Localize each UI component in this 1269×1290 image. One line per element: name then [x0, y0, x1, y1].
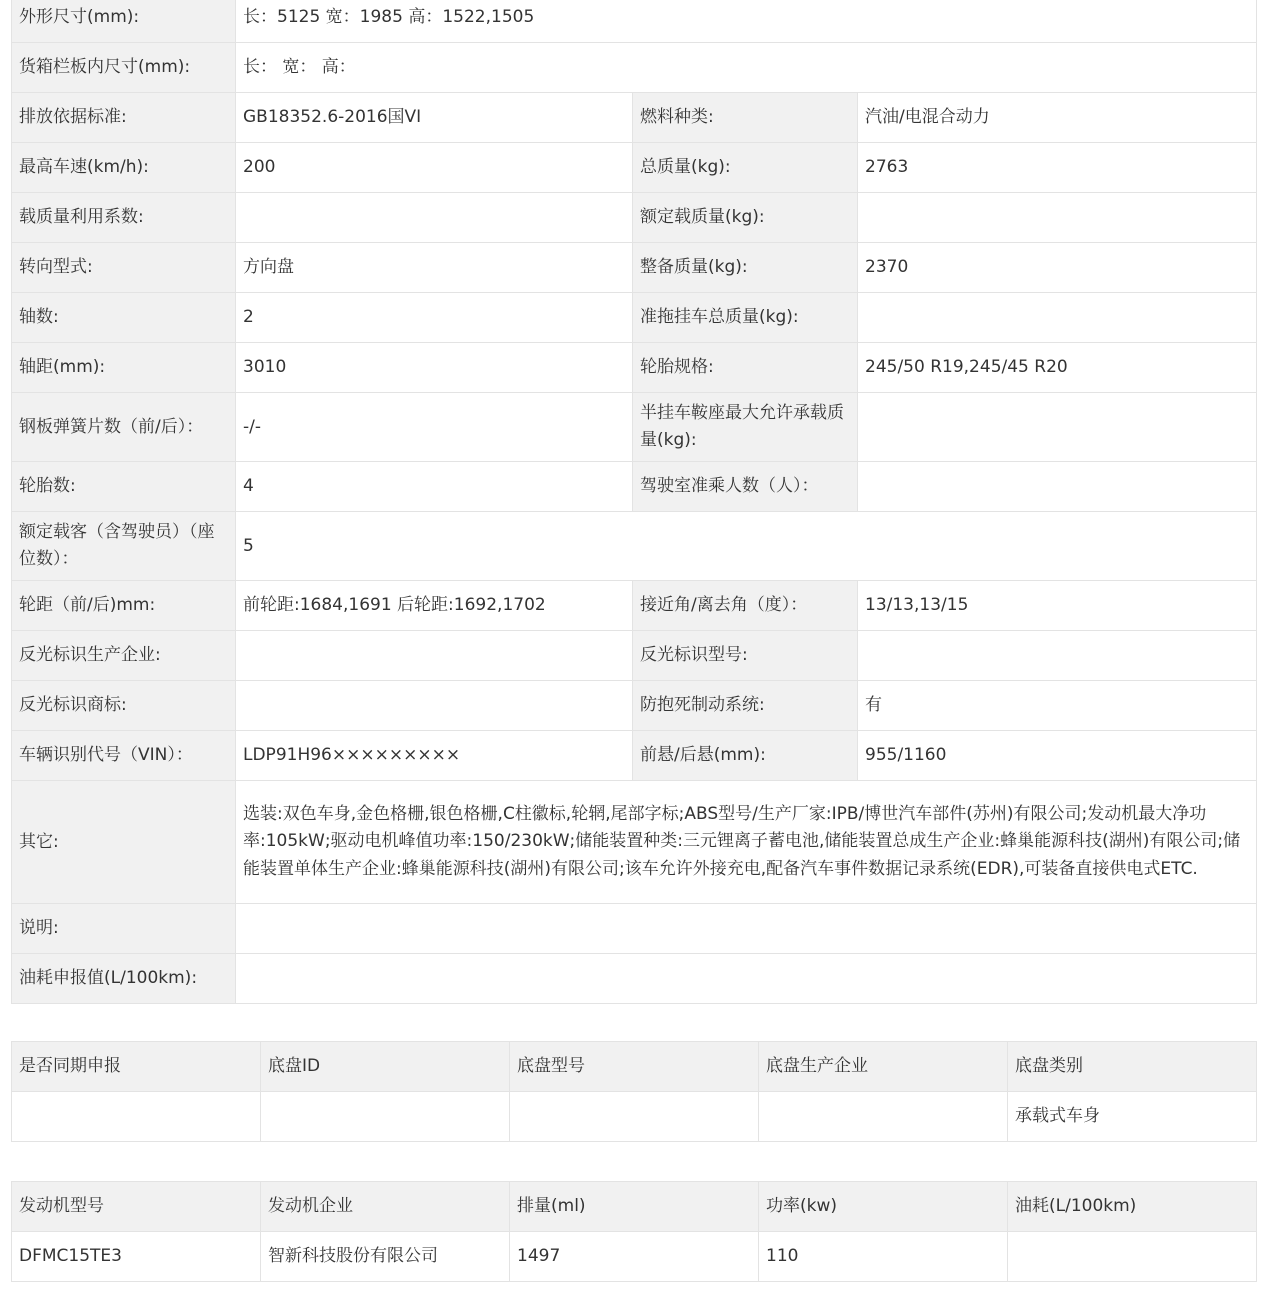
engine-power-cell: 110: [759, 1232, 1008, 1282]
wheelbase-label: 轴距(mm):: [12, 343, 236, 393]
engine-header-displacement: 排量(ml): [510, 1182, 759, 1232]
dimensions-label: 外形尺寸(mm):: [12, 0, 236, 43]
spec-row-other: [12, 781, 1257, 904]
chassis-table: [11, 1041, 1257, 1142]
engine-table: [11, 1181, 1257, 1282]
curb-mass-label: 整备质量(kg):: [633, 243, 858, 293]
curb-mass-value: 2370: [858, 243, 1257, 293]
engine-header-power: 功率(kw): [759, 1182, 1008, 1232]
rated-load-label: 额定载质量(kg):: [633, 193, 858, 243]
notes-label: 说明:: [12, 904, 236, 954]
approach-departure-label: 接近角/离去角（度）：: [633, 581, 858, 631]
vin-label: 车辆识别代号（VIN）：: [12, 731, 236, 781]
axles-value: 2: [236, 293, 633, 343]
spec-row-axles: [12, 293, 1257, 343]
leaf-springs-value: -/-: [236, 393, 633, 462]
track-value: 前轮距:1684,1691 后轮距:1692,1702: [236, 581, 633, 631]
chassis-header-row: [12, 1042, 1257, 1092]
spec-row-steering: [12, 243, 1257, 293]
emission-standard-label: 排放依据标准:: [12, 93, 236, 143]
chassis-concurrent-cell: [12, 1092, 261, 1142]
engine-consumption-cell: [1008, 1232, 1257, 1282]
passengers-value: 5: [236, 512, 1257, 581]
trailer-mass-value: [858, 293, 1257, 343]
reflector-brand-value: [236, 681, 633, 731]
saddle-load-value: [858, 393, 1257, 462]
cab-seats-label: 驾驶室准乘人数（人）：: [633, 462, 858, 512]
table-row: [12, 1232, 1257, 1282]
spec-row-track: [12, 581, 1257, 631]
abs-label: 防抱死制动系统:: [633, 681, 858, 731]
spec-row-springs: [12, 393, 1257, 462]
chassis-maker-cell: [759, 1092, 1008, 1142]
load-factor-label: 载质量利用系数:: [12, 193, 236, 243]
reflector-model-label: 反光标识型号:: [633, 631, 858, 681]
chassis-model-cell: [510, 1092, 759, 1142]
max-speed-value: 200: [236, 143, 633, 193]
cargo-box-value: 长： 宽： 高：: [236, 43, 1257, 93]
reflector-maker-label: 反光标识生产企业:: [12, 631, 236, 681]
chassis-header-category: 底盘类别: [1008, 1042, 1257, 1092]
spec-row-emission: [12, 93, 1257, 143]
leaf-springs-label: 钢板弹簧片数（前/后）：: [12, 393, 236, 462]
tire-spec-label: 轮胎规格:: [633, 343, 858, 393]
chassis-id-cell: [261, 1092, 510, 1142]
steering-label: 转向型式:: [12, 243, 236, 293]
chassis-header-concurrent: 是否同期申报: [12, 1042, 261, 1092]
engine-displacement-cell: 1497: [510, 1232, 759, 1282]
spec-row-brand-abs: [12, 681, 1257, 731]
spec-row-load: [12, 193, 1257, 243]
reflector-model-value: [858, 631, 1257, 681]
table-row: [12, 1092, 1257, 1142]
reflector-maker-value: [236, 631, 633, 681]
overhang-label: 前悬/后悬(mm):: [633, 731, 858, 781]
chassis-header-id: 底盘ID: [261, 1042, 510, 1092]
cargo-box-label: 货箱栏板内尺寸(mm):: [12, 43, 236, 93]
spec-row-fuel-consumption: [12, 954, 1257, 1004]
spec-row-wheelbase: [12, 343, 1257, 393]
spec-row-cargo-box: [12, 43, 1257, 93]
approach-departure-value: 13/13,13/15: [858, 581, 1257, 631]
gross-mass-value: 2763: [858, 143, 1257, 193]
passengers-label: 额定载客（含驾驶员）（座位数）：: [12, 512, 236, 581]
fuel-consumption-value: [236, 954, 1257, 1004]
reflector-brand-label: 反光标识商标:: [12, 681, 236, 731]
vin-value: LDP91H96×××××××××: [236, 731, 633, 781]
cab-seats-value: [858, 462, 1257, 512]
engine-header-row: [12, 1182, 1257, 1232]
chassis-category-cell: 承载式车身: [1008, 1092, 1257, 1142]
other-label: 其它:: [12, 781, 236, 904]
tire-count-label: 轮胎数:: [12, 462, 236, 512]
spec-row-reflector: [12, 631, 1257, 681]
rated-load-value: [858, 193, 1257, 243]
max-speed-label: 最高车速(km/h):: [12, 143, 236, 193]
steering-value: 方向盘: [236, 243, 633, 293]
spec-row-passengers: [12, 512, 1257, 581]
engine-model-cell: DFMC15TE3: [12, 1232, 261, 1282]
fuel-type-label: 燃料种类:: [633, 93, 858, 143]
other-value: 选装:双色车身,金色格栅,银色格栅,C柱徽标,轮辋,尾部字标;ABS型号/生产厂家:IPB/博世汽车部件(苏州)有限公司;发动机最大净功率:105kW;驱动电机峰值功率:150/230kW;储能装置种类:三元锂离子蓄电池,储能装置总成生产企业:蜂巢能源科技(湖州)有限公司;储能装置单体生产企业:蜂巢能源科技(湖州)有限公司;该车允许外接充电,配备汽车事件数据记录系统(EDR),可装备直接供电式ETC.: [236, 781, 1257, 904]
engine-maker-cell: 智新科技股份有限公司: [261, 1232, 510, 1282]
saddle-load-label: 半挂车鞍座最大允许承载质量(kg):: [633, 393, 858, 462]
load-factor-value: [236, 193, 633, 243]
overhang-value: 955/1160: [858, 731, 1257, 781]
spec-row-dimensions: [12, 0, 1257, 43]
engine-header-consumption: 油耗(L/100km): [1008, 1182, 1257, 1232]
spec-row-tires: [12, 462, 1257, 512]
gross-mass-label: 总质量(kg):: [633, 143, 858, 193]
wheelbase-value: 3010: [236, 343, 633, 393]
dimensions-value: 长：5125 宽：1985 高：1522,1505: [236, 0, 1257, 43]
chassis-header-model: 底盘型号: [510, 1042, 759, 1092]
tire-spec-value: 245/50 R19,245/45 R20: [858, 343, 1257, 393]
vehicle-spec-table: [11, 0, 1257, 1004]
engine-header-model: 发动机型号: [12, 1182, 261, 1232]
spec-row-notes: [12, 904, 1257, 954]
tire-count-value: 4: [236, 462, 633, 512]
trailer-mass-label: 准拖挂车总质量(kg):: [633, 293, 858, 343]
spec-row-vin: [12, 731, 1257, 781]
abs-value: 有: [858, 681, 1257, 731]
notes-value: [236, 904, 1257, 954]
fuel-type-value: 汽油/电混合动力: [858, 93, 1257, 143]
engine-header-maker: 发动机企业: [261, 1182, 510, 1232]
axles-label: 轴数:: [12, 293, 236, 343]
fuel-consumption-label: 油耗申报值(L/100km):: [12, 954, 236, 1004]
emission-standard-value: GB18352.6-2016国VI: [236, 93, 633, 143]
spec-row-speed: [12, 143, 1257, 193]
chassis-header-maker: 底盘生产企业: [759, 1042, 1008, 1092]
track-label: 轮距（前/后)mm:: [12, 581, 236, 631]
